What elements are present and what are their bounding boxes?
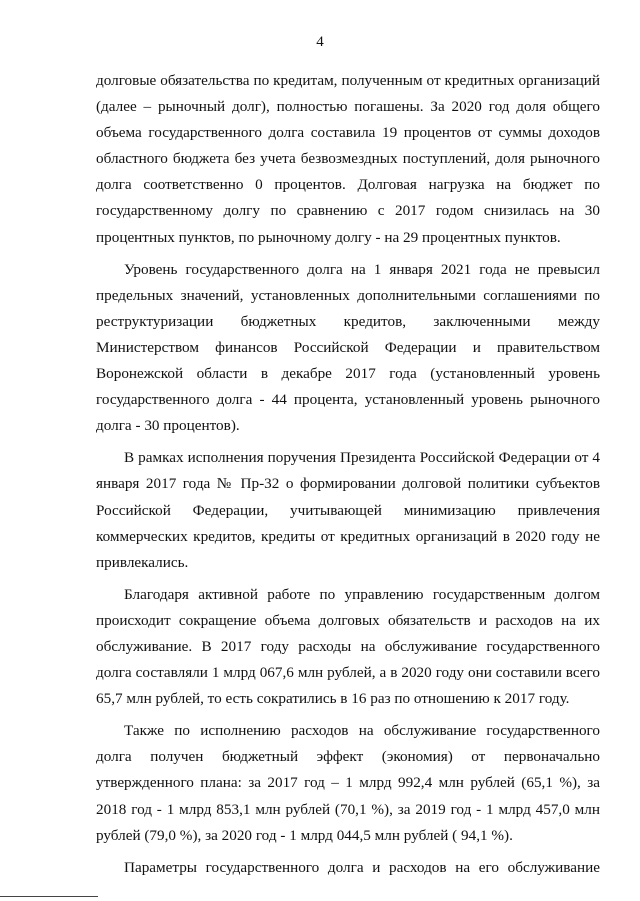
paragraph-4: Благодаря активной работе по управлению государственным долгом происходит сокращение объема долговых обязательств и расходов на их обслуживание. В 2017 году расходы на обслуживание государственного долга составляли 1 млрд 067,6 млн рублей, а в 2020 году они составили всего 65,7 млн рублей, то есть сократились в 16 раз по отношению к 2017 году.: [96, 585, 600, 708]
paragraph-3: В рамках исполнения поручения Президента Российской Федерации от 4 января 2017 года № Пр-32 о формировании долговой политики субъектов Российской Федерации, учитывающей минимизацию привлечения коммерческих кредитов, кредиты от кредитных организаций в 2020 году не привлекались.: [96, 449, 600, 571]
paragraph-1: долговые обязательства по кредитам, полученным от кредитных организаций (далее – рыночный долг), полностью погашены. За 2020 год доля общего объема государственного долга составила 19 процентов от суммы доходов областного бюджета без учета безвозмездных поступлений, доля рыночного долга соответственно 0 процентов. Долговая нагрузка на бюджет по государственному долгу по сравнению с 2017 годом снизилась на 30 процентных пунктов, по рыночному долгу - на 29 процентных пунктов.: [96, 72, 600, 246]
footnote-divider: [0, 896, 98, 897]
paragraph-2: Уровень государственного долга на 1 января 2021 года не превысил предельных значений, установленных дополнительными соглашениями по реструктуризации бюджетных кредитов, заключенными между Министерством финансов Российской Федерации и правительством Воронежской области в декабре 2017 года (установленный уровень государственного долга - 44 процента, установленный уровень рыночного долга - 30 процентов).: [96, 260, 600, 435]
page-number: 4: [316, 34, 324, 50]
document-body: [96, 68, 600, 881]
paragraph-6: Параметры государственного долга и расходов на его обслуживание: [124, 858, 600, 876]
paragraph-5: Также по исполнению расходов на обслуживание государственного долга получен бюджетный эффект (экономия) от первоначально утвержденного плана: за 2017 год – 1 млрд 992,4 млн рублей (65,1 %), за 2018 год - 1 млрд 853,1 млн рублей (70,1 %), за 2019 год - 1 млрд 457,0 млн рублей (79,0 %), за 2020 год - 1 млрд 044,5 млн рублей ( 94,1 %).: [96, 722, 600, 844]
